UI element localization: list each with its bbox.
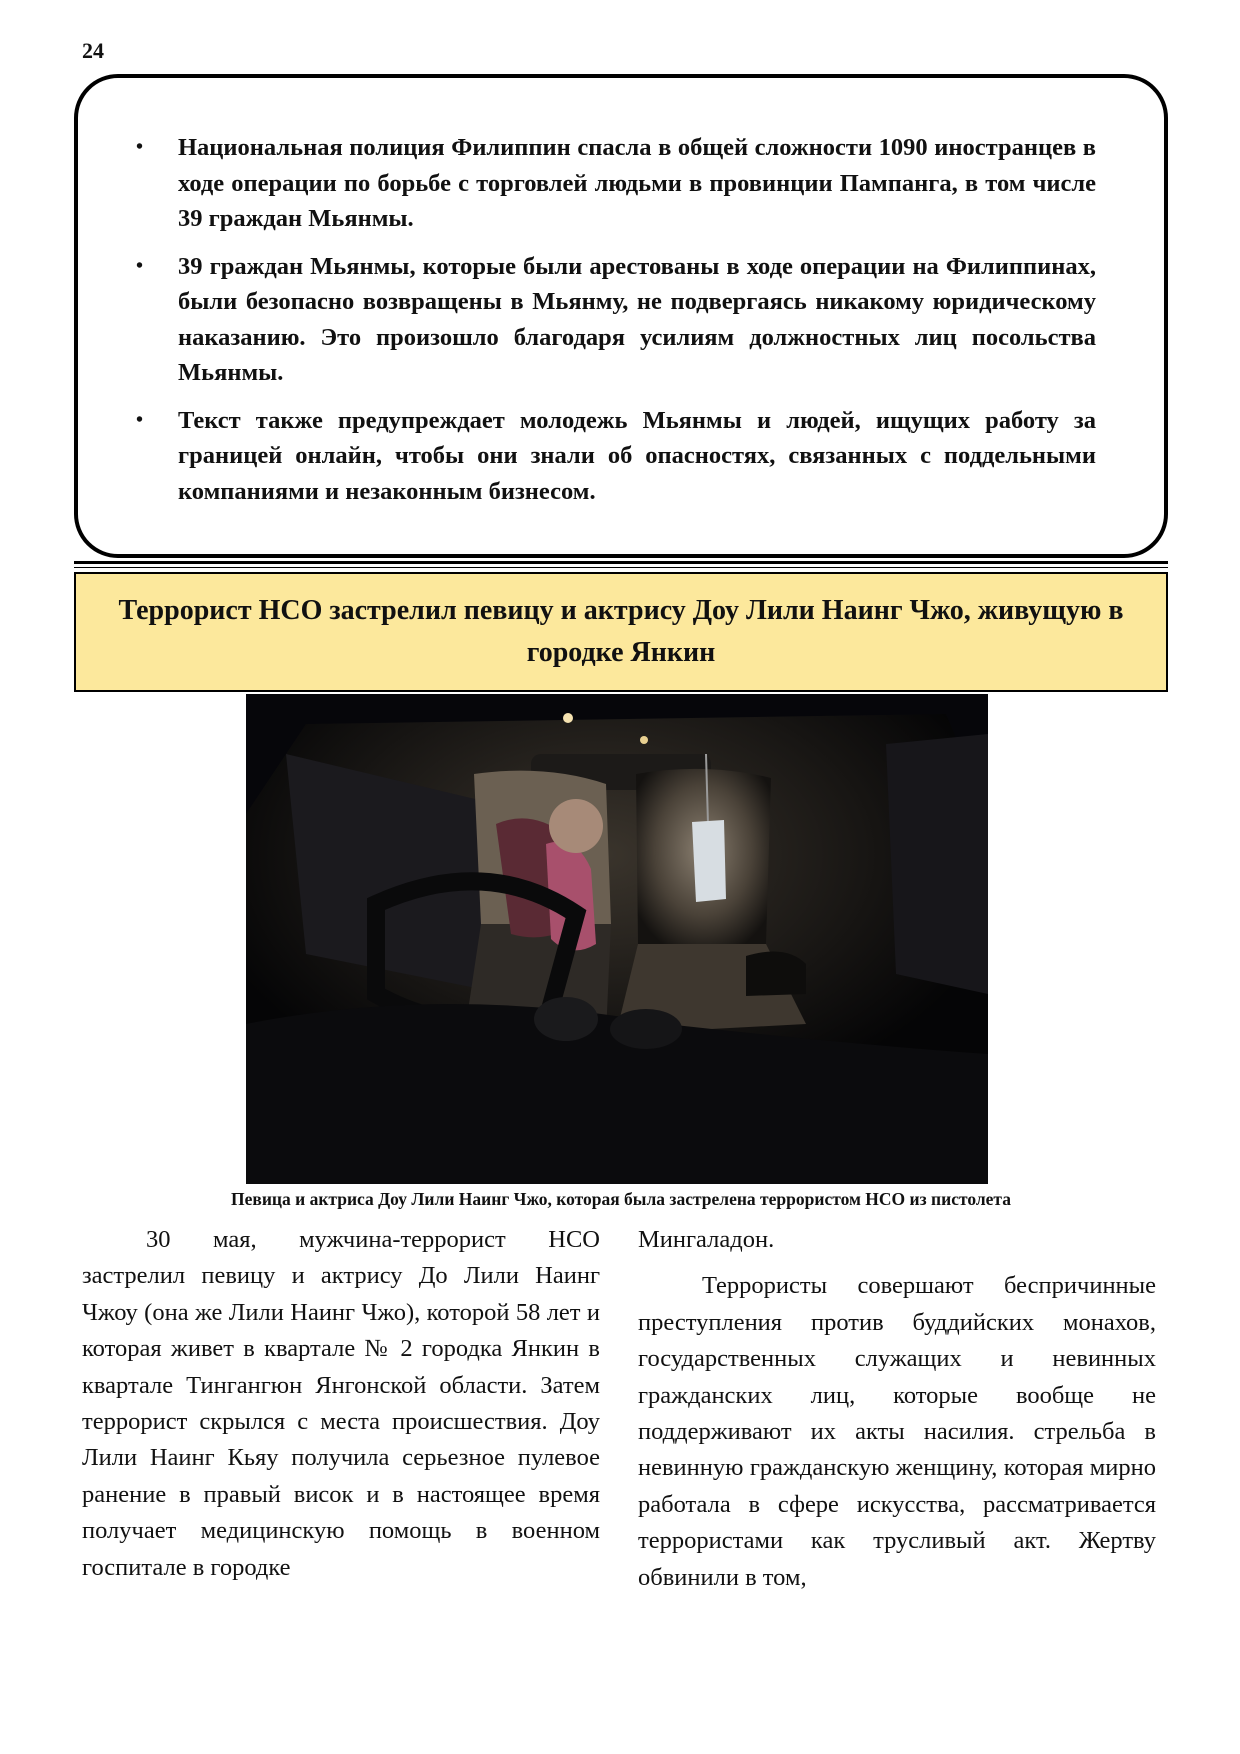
divider-thin	[74, 567, 1168, 568]
summary-box	[74, 74, 1168, 558]
summary-bullet-2	[136, 249, 1096, 391]
summary-bullet-1	[136, 130, 1096, 237]
article-column-right	[638, 1222, 1156, 1596]
summary-bullet-text: Национальная полиция Филиппин спасла в общей сложности 1090 иностранцев в ходе операции по борьбе с торговлей людьми в провинции Пампанга, в том числе 39 граждан Мьянмы.	[178, 134, 1096, 232]
car-interior-photo	[246, 694, 988, 1184]
bullet-icon: •	[136, 408, 144, 431]
summary-bullet-3	[136, 403, 1096, 510]
article-column-left	[82, 1222, 600, 1586]
article-paragraph: Террористы совершают беспричинные преступления против буддийских монахов, государственных служащих и невинных гражданских лиц, которые вообще не поддерживают их акты насилия. стрельба в невинную гражданскую женщину, которая мирно работала в сфере искусства, рассматривается террористами как трусливый акт. Жертву обвинили в том,	[638, 1272, 1156, 1591]
page-number: 24	[82, 38, 104, 63]
article-paragraph-continuation: Мингаладон.	[638, 1226, 775, 1253]
article-photo	[246, 694, 988, 1184]
article-headline: Террорист НСО застрелил певицу и актрису Доу Лили Наинг Чжо, живущую в городке Янкин	[74, 572, 1168, 692]
article-paragraph: 30 мая, мужчина-террорист НСО застрелил певицу и актрису До Лили Наинг Чжоу (она же Лили Наинг Чжо), которой 58 лет и которая живет в квартале № 2 городка Янкин в квартале Тингангюн Янгонской области. Затем террорист скрылся с места происшествия. Доу Лили Наинг Кьяу получила серьезное пулевое ранение в правый висок и в настоящее время получает медицинскую помощь в военном госпитале в городке	[82, 1226, 600, 1581]
summary-bullet-text: 39 граждан Мьянмы, которые были арестованы в ходе операции на Филиппинах, были безопасно возвращены в Мьянму, не подвергаясь никакому юридическому наказанию. Это произошло благодаря усилиям должностных лиц посольства Мьянмы.	[178, 252, 1096, 386]
photo-caption: Певица и актриса Доу Лили Наинг Чжо, которая была застрелена террористом НСО из пистолета	[231, 1189, 1011, 1209]
bullet-icon: •	[136, 254, 144, 277]
divider-thick	[74, 561, 1168, 564]
summary-bullet-text: Текст также предупреждает молодежь Мьянмы и людей, ищущих работу за границей онлайн, чтобы они знали об опасностях, связанных с поддельными компаниями и незаконным бизнесом.	[178, 406, 1096, 505]
summary-list	[136, 130, 1096, 509]
bullet-icon: •	[136, 136, 144, 158]
